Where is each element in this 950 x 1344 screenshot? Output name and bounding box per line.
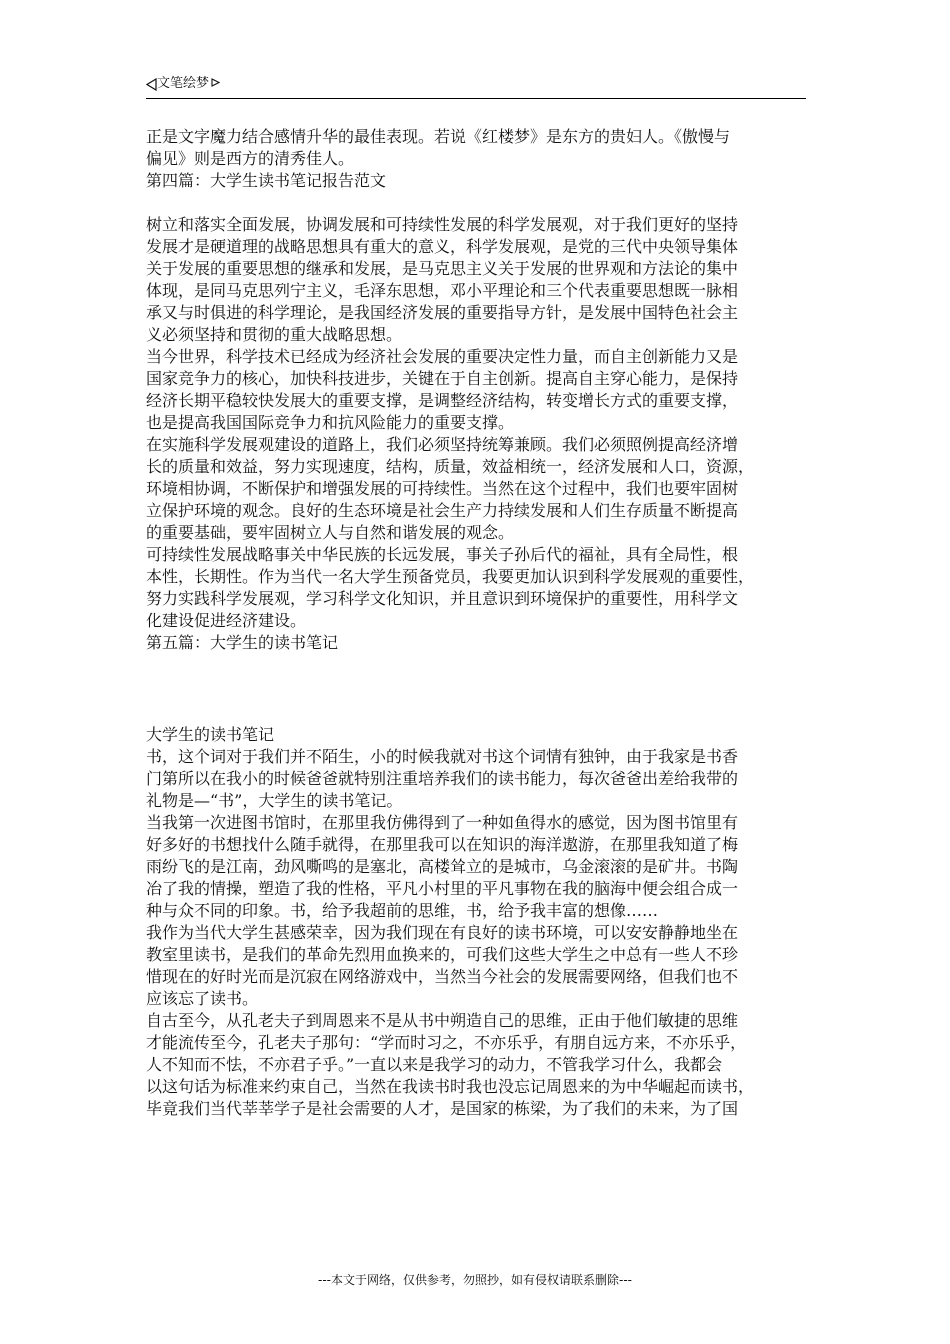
page-header: [146, 76, 806, 99]
text-line: 也是提高我国国际竞争力和抗风险能力的重要支撑。: [146, 413, 515, 432]
text-line: 毕竟我们当代莘莘学子是社会需要的人才，是国家的栋梁，为了我们的未来，为了国: [146, 1099, 739, 1118]
brand-text: 文笔绘梦: [157, 76, 210, 91]
right-triangle-icon: [211, 78, 220, 87]
text-line: 我作为当代大学生甚感荣幸，因为我们现在有良好的读书环境，可以安安静静地坐在: [146, 923, 739, 942]
brand-logo: [146, 76, 806, 92]
text-line: 雨纷飞的是江南，劲风嘶鸣的是塞北，高楼耸立的是城市，乌金滚滚的是矿井。书陶: [146, 857, 739, 876]
text-line: 当我第一次进图书馆时，在那里我仿佛得到了一种如鱼得水的感觉，因为图书馆里有: [146, 813, 739, 832]
text-line: 教室里读书，是我们的革命先烈用血换来的，可我们这些大学生之中总有一些人不珍: [146, 945, 739, 964]
text-line: 应该忘了读书。: [146, 989, 259, 1008]
text-line: 承又与时俱进的科学理论，是我国经济发展的重要指导方针，是发展中国特色社会主: [146, 303, 739, 322]
section-heading: 第四篇：大学生读书笔记报告范文: [146, 171, 387, 190]
text-line: 当今世界，科学技术已经成为经济社会发展的重要决定性力量，而自主创新能力又是: [146, 347, 739, 366]
section-heading: 第五篇：大学生的读书笔记: [146, 633, 339, 652]
document-body: [146, 126, 810, 1120]
left-triangle-icon: [146, 78, 157, 91]
text-line: 长的质量和效益，努力实现速度，结构，质量，效益相统一，经济发展和人口，资源，: [146, 457, 755, 476]
text-line: 惜现在的好时光而是沉寂在网络游戏中，当然当今社会的发展需要网络，但我们也不: [146, 967, 739, 986]
blank-gap: [146, 654, 810, 724]
text-line: 偏见》则是西方的清秀佳人。: [146, 149, 355, 168]
text-line: 国家竞争力的核心，加快科技进步，关键在于自主创新。提高自主穿心能力，是保持: [146, 369, 739, 388]
text-line: 人不知而不怯，不亦君子乎。”一直以来是我学习的动力，不管我学习什么，我都会: [146, 1055, 723, 1074]
article-title: 大学生的读书笔记: [146, 725, 275, 744]
text-line: 书，这个词对于我们并不陌生，小的时候我就对书这个词情有独钟，由于我家是书香: [146, 747, 739, 766]
text-line: 努力实践科学发展观，学习科学文化知识，并且意识到环境保护的重要性，用科学文: [146, 589, 739, 608]
text-line: 种与众不同的印象。书，给予我超前的思维，书，给予我丰富的想像……: [146, 901, 659, 920]
text-line: 体现，是同马克思列宁主义，毛泽东思想，邓小平理论和三个代表重要思想既一脉相: [146, 281, 739, 300]
text-line: 礼物是—“书”，大学生的读书笔记。: [146, 791, 403, 810]
text-line: 好多好的书想找什么随手就得，在那里我可以在知识的海洋遨游，在那里我知道了梅: [146, 835, 739, 854]
text-line: 冶了我的情操，塑造了我的性格，平凡小村里的平凡事物在我的脑海中便会组合成一: [146, 879, 739, 898]
text-line: 化建设促进经济建设。: [146, 611, 307, 630]
text-line: 树立和落实全面发展，协调发展和可持续性发展的科学发展观，对于我们更好的坚持: [146, 215, 739, 234]
text-line: 门第所以在我小的时候爸爸就特别注重培养我们的读书能力，每次爸爸出差给我带的: [146, 769, 739, 788]
text-line: 经济长期平稳较快发展大的重要支撑，是调整经济结构，转变增长方式的重要支撑，: [146, 391, 739, 410]
blank-line: [146, 192, 810, 214]
text-line: 环境相协调，不断保护和增强发展的可持续性。当然在这个过程中，我们也要牢固树: [146, 479, 739, 498]
text-line: 义必须坚持和贯彻的重大战略思想。: [146, 325, 403, 344]
text-line: 发展才是硬道理的战略思想具有重大的意义，科学发展观，是党的三代中央领导集体: [146, 237, 739, 256]
text-line: 可持续性发展战略事关中华民族的长远发展，事关子孙后代的福祉，具有全局性，根: [146, 545, 739, 564]
text-line: 的重要基础，要牢固树立人与自然和谐发展的观念。: [146, 523, 515, 542]
text-line: 在实施科学发展观建设的道路上，我们必须坚持统筹兼顾。我们必须照例提高经济增: [146, 435, 739, 454]
page-footer: ---本文于网络，仅供参考，勿照抄，如有侵权请联系删除---: [318, 1273, 632, 1287]
text-line: 自古至今，从孔老夫子到周恩来不是从书中朔造自己的思维，正由于他们敏捷的思维: [146, 1011, 739, 1030]
text-line: 立保护环境的观念。良好的生态环境是社会生产力持续发展和人们生存质量不断提高: [146, 501, 739, 520]
text-line: 本性，长期性。作为当代一名大学生预备党员，我要更加认识到科学发展观的重要性，: [146, 567, 755, 586]
text-line: 关于发展的重要思想的继承和发展，是马克思主义关于发展的世界观和方法论的集中: [146, 259, 739, 278]
text-line: 才能流传至今，孔老夫子那句：“学而时习之，不亦乐乎，有朋自远方来，不亦乐乎，: [146, 1033, 747, 1052]
text-line: 正是文字魔力结合感情升华的最佳表现。若说《红楼梦》是东方的贵妇人。《傲慢与: [146, 127, 731, 146]
text-line: 以这句话为标准来约束自己，当然在我读书时我也没忘记周恩来的为中华崛起而读书，: [146, 1077, 755, 1096]
